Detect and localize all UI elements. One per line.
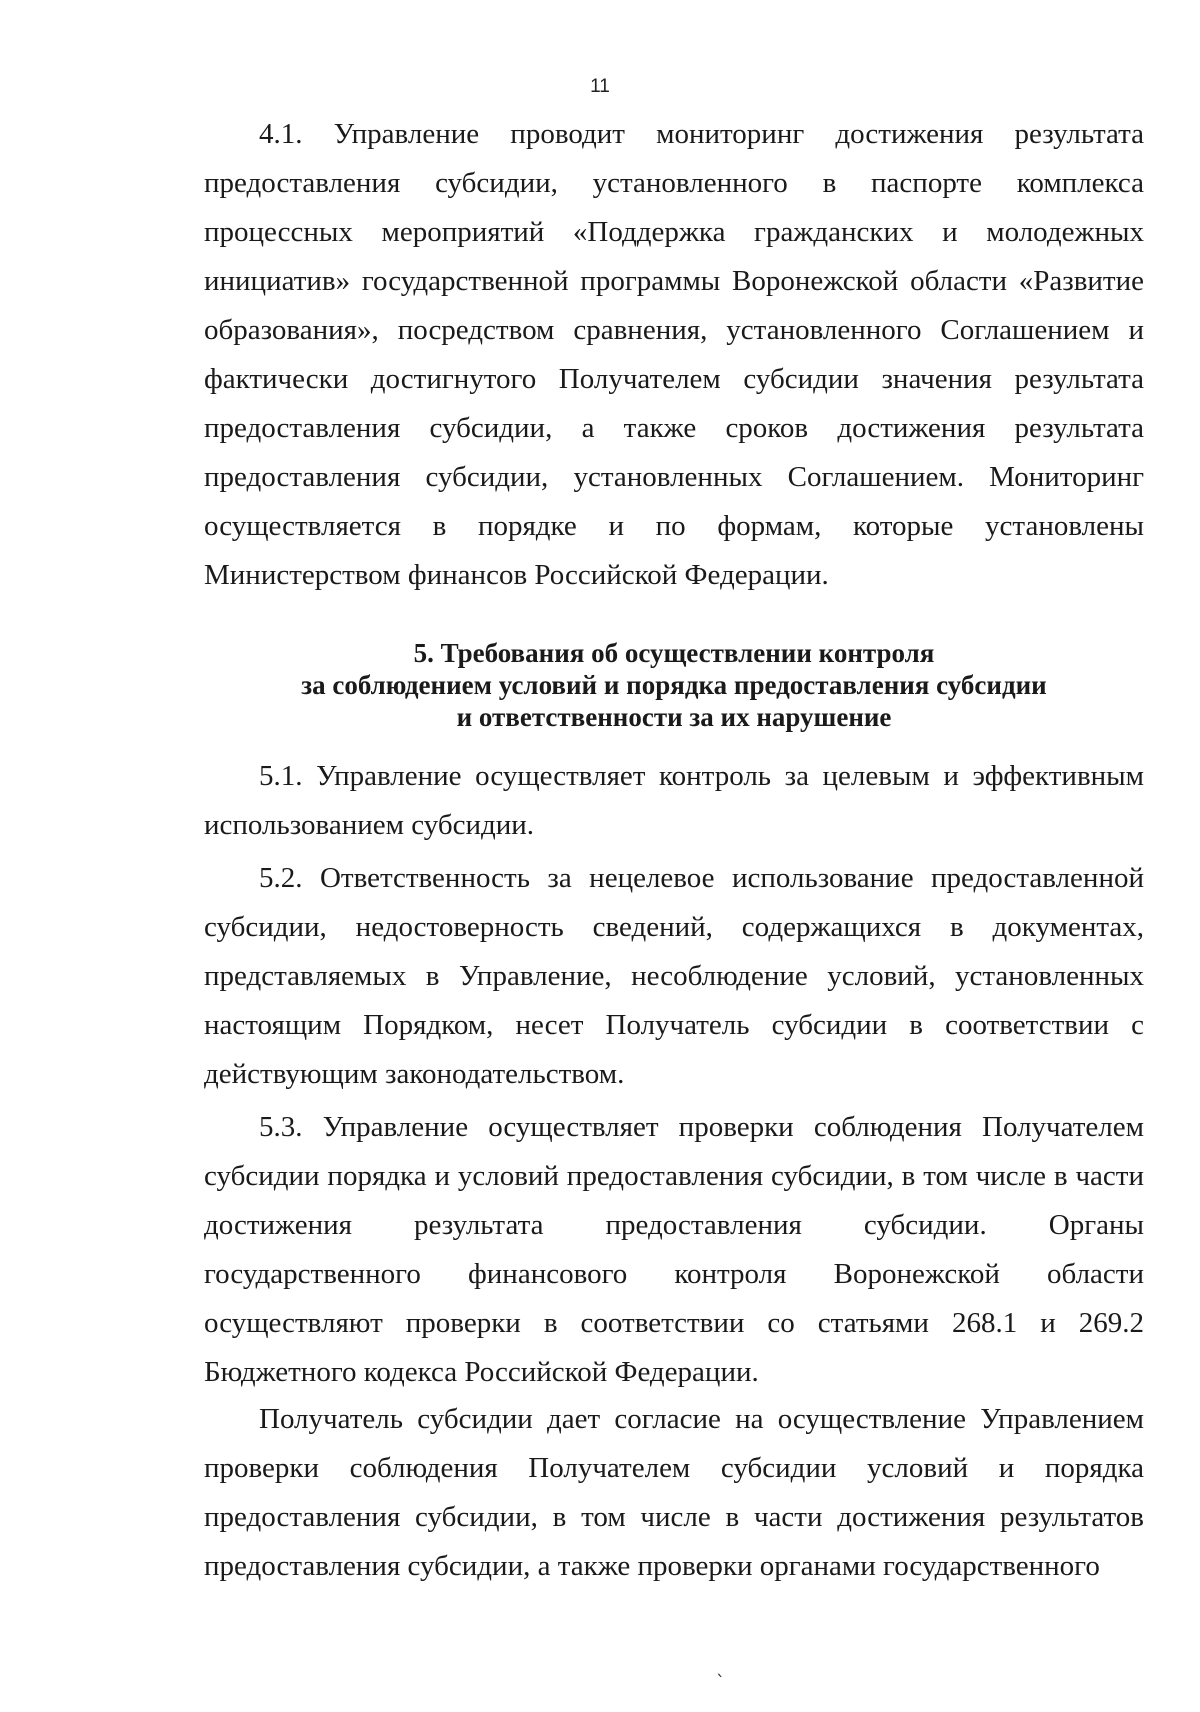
section-5-heading-line-2: за соблюдением условий и порядка предоставления субсидии xyxy=(301,670,1047,700)
section-5-heading-line-1: 5. Требования об осуществлении контроля xyxy=(413,638,935,668)
scan-mark: ˋ xyxy=(716,1672,725,1693)
section-4-body xyxy=(204,110,1144,600)
paragraph-4-1: 4.1. Управление проводит мониторинг достижения результата предоставления субсидии, установленного в паспорте комплекса процессных мероприятий «Поддержка гражданских и молодежных инициатив» государственной программы Воронежской области «Развитие образования», посредством сравнения, установленного Соглашением и фактически достигнутого Получателем субсидии значения результата предоставления субсидии, а также сроков достижения результата предоставления субсидии, установленных Соглашением. Мониторинг осуществляется в порядке и по формам, которые установлены Министерством финансов Российской Федерации. xyxy=(204,118,1144,591)
section-5-heading-line-3: и ответственности за их нарушение xyxy=(456,702,892,732)
section-5-body xyxy=(204,752,1144,1397)
section-5-consent xyxy=(204,1395,1144,1591)
paragraph-5-3: 5.3. Управление осуществляет проверки соблюдения Получателем субсидии порядка и условий предоставления субсидии, в том числе в части достижения результата предоставления субсидии. Органы государственного финансового контроля Воронежской области осуществляют проверки в соответствии со статьями 268.1 и 269.2 Бюджетного кодекса Российской Федерации. xyxy=(204,1111,1144,1388)
section-5-heading xyxy=(204,637,1144,733)
page-number: 11 xyxy=(590,76,610,97)
paragraph-consent: Получатель субсидии дает согласие на осуществление Управлением проверки соблюдения Получателем субсидии условий и порядка предоставления субсидии, в том числе в части достижения результатов предоставления субсидии, а также проверки органами государственного xyxy=(204,1403,1144,1582)
paragraph-5-1: 5.1. Управление осуществляет контроль за целевым и эффективным использованием субсидии. xyxy=(204,760,1144,841)
paragraph-5-2: 5.2. Ответственность за нецелевое использование предоставленной субсидии, недостоверность сведений, содержащихся в документах, представляемых в Управление, несоблюдение условий, установленных настоящим Порядком, несет Получатель субсидии в соответствии с действующим законодательством. xyxy=(204,862,1144,1090)
